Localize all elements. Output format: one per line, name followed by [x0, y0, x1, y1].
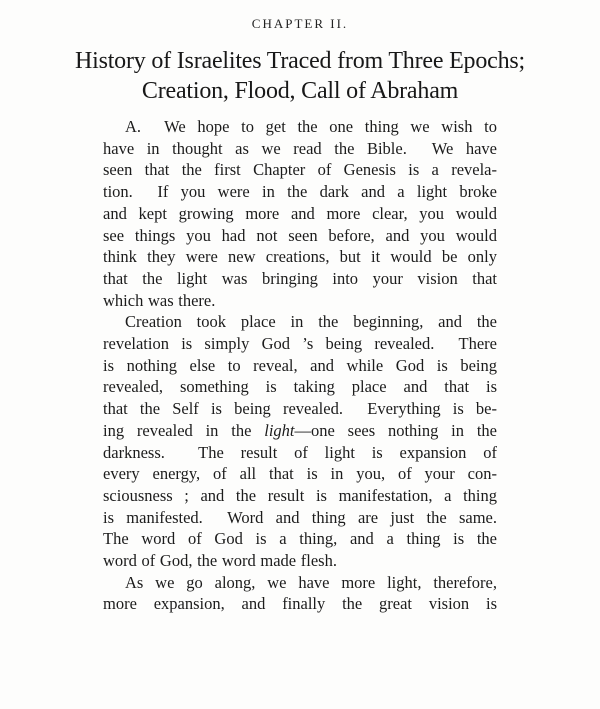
text-line: have in thought as we read the Bible. We have: [103, 138, 497, 158]
text-line: think they were new creations, but it would be only: [103, 247, 497, 267]
page-title: [0, 46, 600, 106]
text-line: every energy, of all that is in you, of your con-: [103, 464, 497, 484]
paragraph: [103, 116, 497, 311]
body-text: [103, 116, 497, 615]
text-line: A. We hope to get the one thing we wish to: [125, 117, 497, 136]
page-title-line2: Creation, Flood, Call of Abraham: [141, 78, 459, 104]
italic-word: light: [264, 420, 295, 440]
text-line: As we go along, we have more light, therefore,: [125, 572, 497, 592]
text-line: that the light was bringing into your vision that: [103, 268, 497, 288]
page-title-line1: History of Israelites Traced from Three Epochs;: [74, 48, 526, 74]
text-line: and kept growing more and more clear, you would: [103, 203, 497, 223]
text-line: ing revealed in the light—one sees nothing in the: [103, 420, 497, 440]
text-line: seen that the first Chapter of Genesis is a revela-: [103, 160, 497, 180]
text-line: revealed, something is taking place and that is: [103, 377, 497, 397]
text-line: The word of God is a thing, and a thing is the: [103, 529, 497, 549]
text-line: more expansion, and finally the great vision is: [103, 594, 497, 614]
paragraph: [103, 572, 497, 615]
text-line: that the Self is being revealed. Everything is be-: [103, 399, 497, 419]
text-line: darkness. The result of light is expansion of: [103, 442, 497, 462]
text-line: revelation is simply God ’s being revealed. There: [103, 334, 497, 354]
text-line: see things you had not seen before, and you would: [103, 225, 497, 245]
text-line: tion. If you were in the dark and a light broke: [103, 182, 497, 202]
paragraph: [103, 311, 497, 571]
chapter-heading: CHAPTER II.: [251, 16, 349, 31]
text-line: which was there.: [103, 290, 216, 310]
text-line: is manifested. Word and thing are just the same.: [103, 507, 497, 527]
text-line: sciousness ; and the result is manifestation, a thing: [103, 485, 497, 505]
text-line: Creation took place in the beginning, and the: [125, 312, 497, 332]
text-line: is nothing else to reveal, and while God is being: [103, 355, 497, 375]
text-line: word of God, the word made flesh.: [103, 551, 337, 571]
